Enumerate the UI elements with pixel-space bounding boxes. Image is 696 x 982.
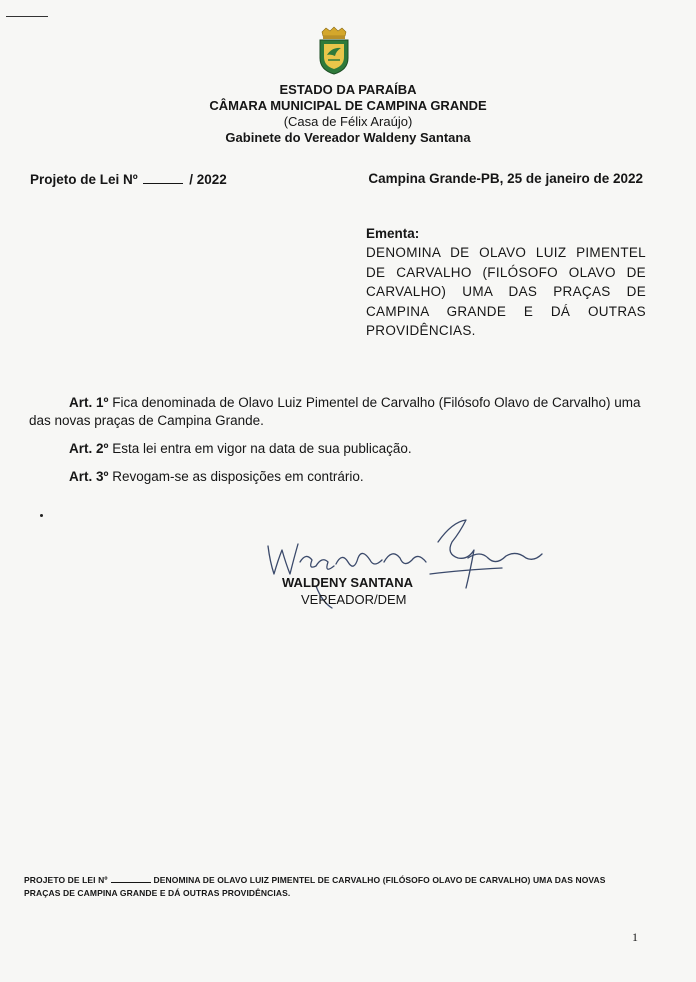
bill-prefix: Projeto de Lei Nº	[30, 172, 138, 187]
article-text: Esta lei entra em vigor na data de sua publicação.	[112, 441, 412, 456]
bill-suffix: / 2022	[189, 172, 227, 187]
signatory-name: WALDENY SANTANA	[282, 575, 413, 590]
letterhead	[0, 82, 696, 146]
article-label: Art. 1º	[69, 395, 109, 410]
ementa-block	[366, 226, 646, 341]
article-1	[29, 394, 644, 430]
articles-block	[29, 394, 644, 496]
article-label: Art. 3º	[69, 469, 109, 484]
chamber-name: CÂMARA MUNICIPAL DE CAMPINA GRANDE	[209, 98, 487, 113]
page-number: 1	[632, 930, 638, 944]
footer-text: DENOMINA DE OLAVO LUIZ PIMENTEL DE CARVALHO (FILÓSOFO OLAVO DE CARVALHO) UMA DAS NOVAS PRAÇAS DE CAMPINA GRANDE E DÁ OUTRAS PROVIDÊNCIAS.	[24, 875, 606, 898]
ementa-text: DENOMINA DE OLAVO LUIZ PIMENTEL DE CARVALHO (FILÓSOFO OLAVO DE CARVALHO) UMA DAS PRAÇAS DE CAMPINA GRANDE E DÁ OUTRAS PROVIDÊNCIAS.	[366, 245, 646, 338]
date-line: Campina Grande-PB, 25 de janeiro de 2022	[368, 171, 643, 186]
footer-number-blank	[111, 874, 151, 883]
house-name: (Casa de Félix Araújo)	[283, 114, 413, 129]
office-name: Gabinete do Vereador Waldeny Santana	[225, 130, 471, 145]
ementa-label: Ementa:	[366, 226, 420, 241]
bill-number	[30, 171, 227, 187]
corner-mark	[6, 16, 48, 17]
article-text: Fica denominada de Olavo Luiz Pimentel de Carvalho (Filósofo Olavo de Carvalho) uma das novas praças de Campina Grande.	[29, 395, 641, 428]
article-2	[29, 440, 644, 458]
footer-prefix: PROJETO DE LEI Nº	[24, 875, 108, 885]
article-label: Art. 2º	[69, 441, 109, 456]
article-3	[29, 468, 644, 486]
bill-number-blank	[143, 171, 183, 184]
coat-of-arms-icon	[316, 26, 352, 76]
article-text: Revogam-se as disposições em contrário.	[112, 469, 364, 484]
state-name: ESTADO DA PARAÍBA	[279, 82, 417, 97]
footer-summary	[24, 874, 644, 900]
signatory-role: VEREADOR/DEM	[301, 592, 407, 607]
ink-dot	[40, 514, 43, 517]
